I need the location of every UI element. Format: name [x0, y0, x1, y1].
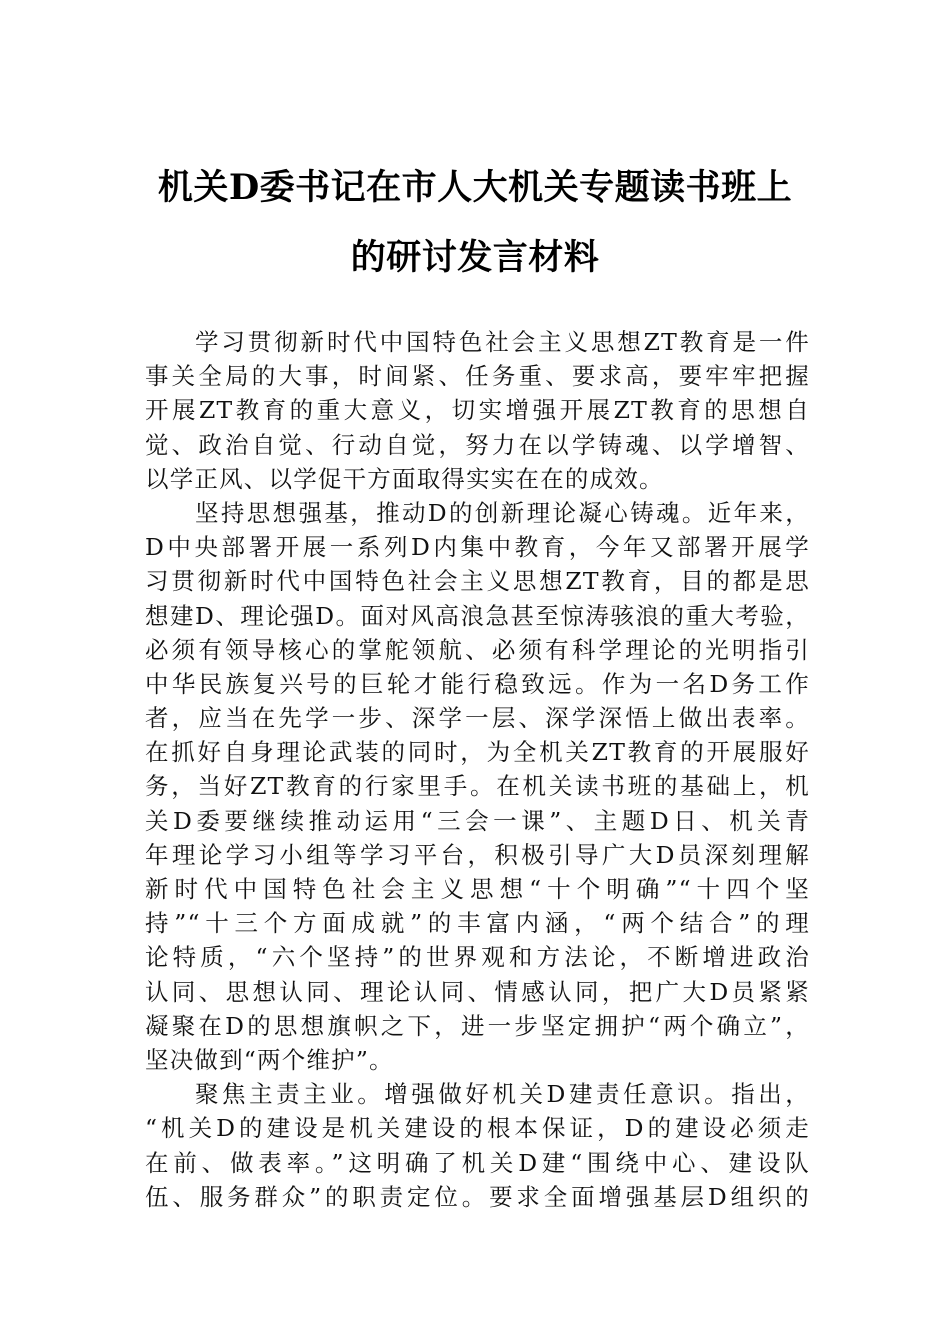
text-line: 伍、服务群众”的职责定位。要求全面增强基层D组织的 — [145, 1182, 810, 1211]
paragraph-3 — [145, 1077, 810, 1214]
text-line: 在前、做表率。”这明确了机关D建“围绕中心、建设队 — [145, 1148, 810, 1177]
text-line: 学习贯彻新时代中国特色社会主义思想ZT教育是一件 — [195, 328, 810, 356]
document-body — [145, 325, 810, 1214]
text-line: 务，当好ZT教育的行家里手。在机关读书班的基础上，机 — [145, 772, 810, 801]
paragraph-1 — [145, 325, 810, 496]
text-line: 持”“十三个方面成就”的丰富内涵，“两个结合”的理 — [145, 909, 810, 938]
text-line: 必须有领导核心的掌舵领航、必须有科学理论的光明指引 — [145, 635, 810, 664]
text-line: 觉、政治自觉、行动自觉，努力在以学铸魂、以学增智、 — [145, 430, 810, 459]
text-line: 论特质，“六个坚持”的世界观和方法论，不断增进政治 — [145, 943, 810, 972]
text-line: 认同、思想认同、理论认同、情感认同，把广大D员紧紧 — [145, 977, 810, 1006]
text-line: 年理论学习小组等学习平台，积极引导广大D员深刻理解 — [145, 840, 810, 869]
document-title-line-2: 的研讨发言材料 — [350, 237, 600, 278]
paragraph-2 — [145, 496, 810, 1077]
text-line: 坚持思想强基，推动D的创新理论凝心铸魂。近年来， — [195, 498, 810, 527]
text-line: 事关全局的大事，时间紧、任务重、要求高，要牢牢把握 — [145, 362, 810, 391]
text-line: 关D委要继续推动运用“三会一课”、主题D日、机关青 — [145, 806, 810, 835]
text-line: 中华民族复兴号的巨轮才能行稳致远。作为一名D务工作 — [145, 669, 810, 698]
text-line: 想建D、理论强D。面对风高浪急甚至惊涛骇浪的重大考验， — [145, 601, 810, 630]
text-line: “机关D的建设是机关建设的根本保证，D的建设必须走 — [145, 1114, 810, 1143]
text-line: 坚决做到“两个维护”。 — [145, 1045, 394, 1074]
text-line: 习贯彻新时代中国特色社会主义思想ZT教育，目的都是思 — [145, 567, 810, 596]
text-line: 在抓好自身理论武装的同时，为全机关ZT教育的开展服好 — [145, 738, 810, 767]
text-line: 聚焦主责主业。增强做好机关D建责任意识。指出， — [195, 1080, 810, 1109]
document-title-line-1: 机关D委书记在市人大机关专题读书班上 — [157, 167, 793, 208]
text-line: D中央部署开展一系列D内集中教育，今年又部署开展学 — [145, 533, 810, 562]
text-line: 新时代中国特色社会主义思想“十个明确”“十四个坚 — [145, 875, 810, 903]
text-line: 凝聚在D的思想旗帜之下，进一步坚定拥护“两个确立”， — [145, 1011, 810, 1040]
text-line: 者，应当在先学一步、深学一层、深学深悟上做出表率。 — [145, 704, 810, 733]
text-line: 以学正风、以学促干方面取得实实在在的成效。 — [145, 464, 664, 493]
text-line: 开展ZT教育的重大意义，切实增强开展ZT教育的思想自 — [145, 396, 810, 425]
